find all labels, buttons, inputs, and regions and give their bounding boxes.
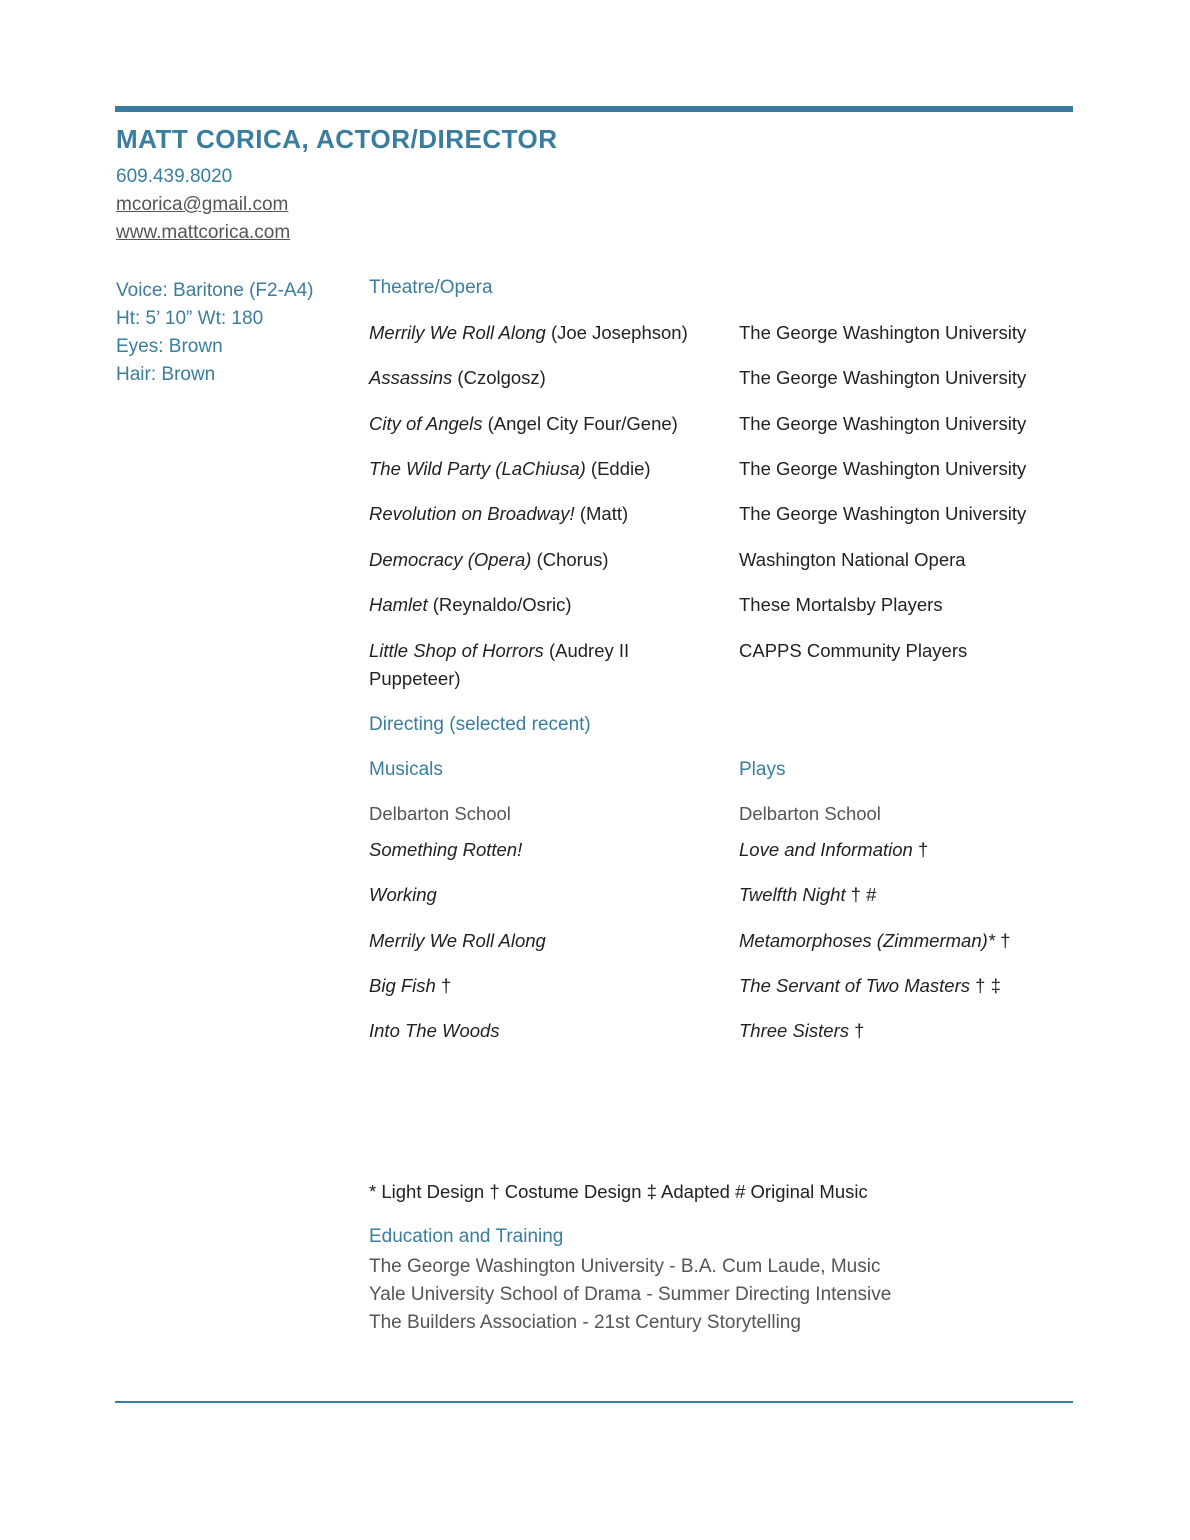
design-marks: † #: [845, 884, 877, 905]
play-title: Love and Information: [739, 839, 913, 860]
show-title: Revolution on Broadway!: [369, 503, 575, 524]
page-title: MATT CORICA, ACTOR/DIRECTOR: [116, 124, 558, 154]
design-marks: †: [994, 930, 1011, 951]
show-role: (Angel City Four/Gene): [482, 413, 678, 434]
bottom-rule: [115, 1401, 1073, 1403]
musical-item: [369, 1017, 709, 1045]
musical-title: Big Fish: [369, 975, 436, 996]
show-title: Democracy (Opera): [369, 549, 532, 570]
musical-title: Into The Woods: [369, 1020, 500, 1041]
musical-item: [369, 927, 709, 955]
show-role: (Reynaldo/Osric): [427, 594, 572, 615]
musical-title: Something Rotten!: [369, 839, 523, 860]
theatre-entry-title: [369, 546, 709, 574]
design-marks: †: [849, 1020, 865, 1041]
theatre-entry-title: [369, 364, 709, 392]
website-link[interactable]: www.mattcorica.com: [116, 222, 291, 243]
theatre-entry-venue: The George Washington University: [739, 458, 1027, 479]
theatre-entry-venue: The George Washington University: [739, 413, 1027, 434]
stat-eyes: Eyes: Brown: [116, 336, 223, 357]
design-marks: †: [912, 839, 929, 860]
musical-item: [369, 881, 709, 909]
stat-hair: Hair: Brown: [116, 364, 216, 385]
play-title: The Servant of Two Masters: [739, 975, 970, 996]
play-item: [739, 881, 1059, 909]
education-item: Yale University School of Drama - Summer Directing Intensive: [369, 1284, 892, 1305]
play-title: Three Sisters: [739, 1020, 850, 1041]
plays-school: Delbarton School: [739, 803, 881, 824]
education-heading: Education and Training: [369, 1226, 564, 1247]
theatre-entry-title: [369, 500, 709, 528]
musicals-school: Delbarton School: [369, 803, 511, 824]
play-title: Metamorphoses (Zimmerman)*: [739, 930, 995, 951]
show-title: Hamlet: [369, 594, 428, 615]
stat-height-weight: Ht: 5’ 10” Wt: 180: [116, 308, 264, 329]
musicals-heading: Musicals: [369, 759, 443, 780]
play-item: [739, 836, 1059, 864]
theatre-entry-title: [369, 637, 669, 693]
show-role: (Joe Josephson): [545, 322, 688, 343]
show-title: The Wild Party (LaChiusa): [369, 458, 586, 479]
design-marks: † ‡: [970, 975, 1001, 996]
show-role: (Eddie): [585, 458, 651, 479]
theatre-entry-title: [369, 591, 709, 619]
education-item: The George Washington University - B.A. Cum Laude, Music: [369, 1256, 881, 1277]
stat-voice: Voice: Baritone (F2-A4): [116, 280, 314, 301]
play-title: Twelfth Night: [739, 884, 846, 905]
show-title: Little Shop of Horrors: [369, 640, 544, 661]
play-item: [739, 927, 1059, 955]
plays-heading: Plays: [739, 759, 786, 780]
theatre-entry-title: [369, 455, 709, 483]
theatre-entry-title: [369, 319, 709, 347]
musical-item: [369, 972, 709, 1000]
theatre-entry-venue: CAPPS Community Players: [739, 640, 968, 661]
theatre-entry-venue: The George Washington University: [739, 322, 1027, 343]
design-marks: †: [435, 975, 452, 996]
show-role: (Audrey II Puppeteer): [369, 640, 630, 689]
play-item: [739, 972, 1059, 1000]
show-title: City of Angels: [369, 413, 483, 434]
theatre-entry-venue: These Mortalsby Players: [739, 594, 943, 615]
musical-item: [369, 836, 709, 864]
symbol-legend: * Light Design † Costume Design ‡ Adapted # Original Music: [369, 1181, 868, 1202]
play-item: [739, 1017, 1059, 1045]
top-rule: [115, 106, 1073, 112]
theatre-entry-title: [369, 410, 709, 438]
theatre-entry-venue: The George Washington University: [739, 367, 1027, 388]
phone-number: 609.439.8020: [116, 166, 233, 187]
actor-stats: [116, 277, 313, 389]
show-title: Assassins: [369, 367, 453, 388]
musical-title: Working: [369, 884, 437, 905]
theatre-entry-venue: Washington National Opera: [739, 549, 966, 570]
directing-heading: Directing (selected recent): [369, 714, 591, 735]
education-list: [369, 1253, 891, 1337]
show-role: (Matt): [574, 503, 629, 524]
education-item: The Builders Association - 21st Century Storytelling: [369, 1312, 801, 1333]
show-title: Merrily We Roll Along: [369, 322, 546, 343]
show-role: (Czolgosz): [452, 367, 546, 388]
theatre-entry-venue: The George Washington University: [739, 503, 1027, 524]
musical-title: Merrily We Roll Along: [369, 930, 546, 951]
email-link[interactable]: mcorica@gmail.com: [116, 194, 289, 215]
theatre-heading: Theatre/Opera: [369, 277, 493, 298]
show-role: (Chorus): [531, 549, 609, 570]
